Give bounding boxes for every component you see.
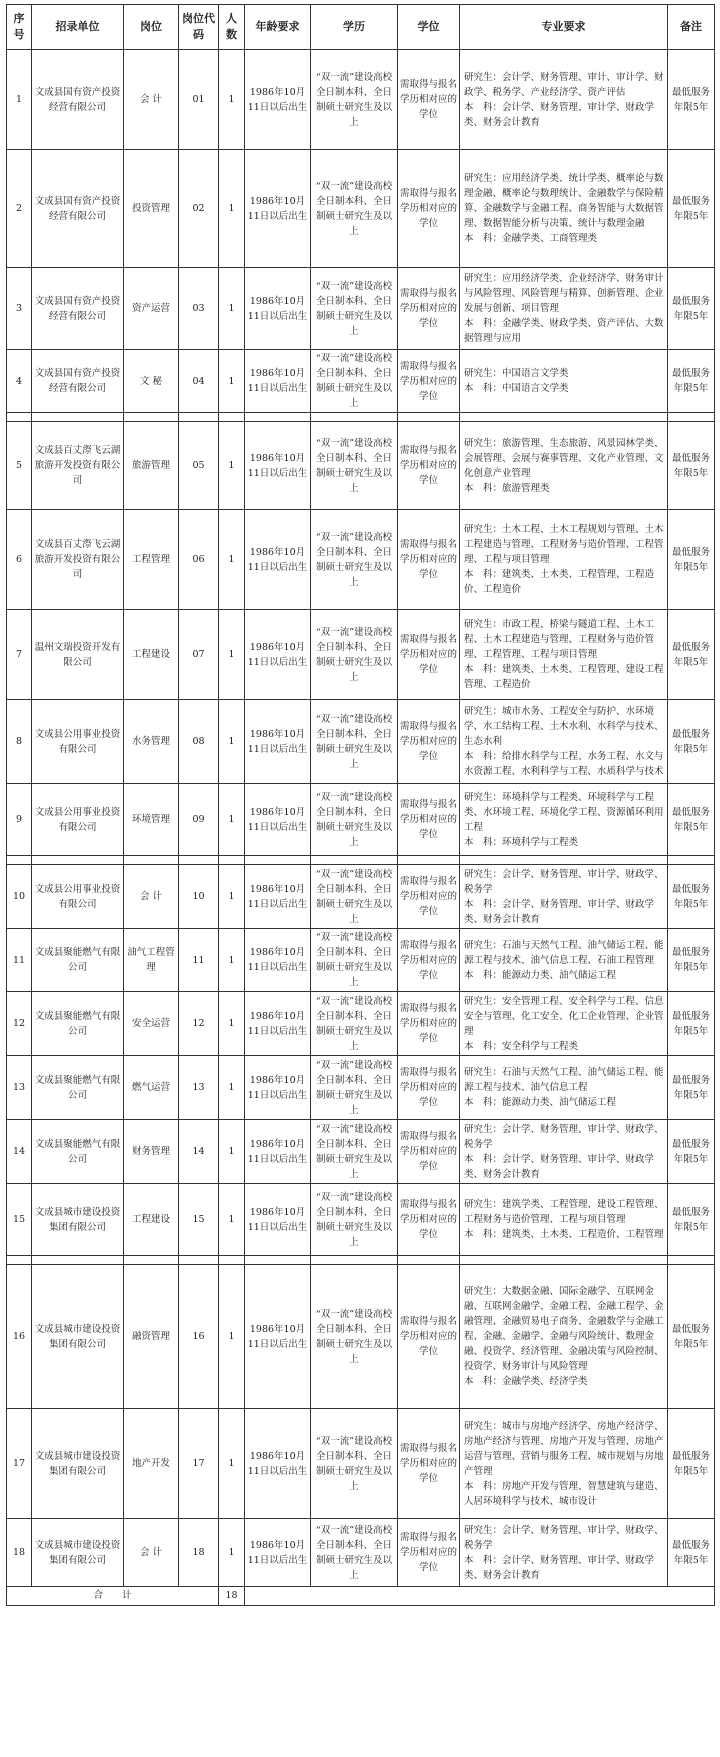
major-line: 本 科：会计学、财务管理、审计学、财政学类、财务会计教育 <box>464 898 655 925</box>
count-cell: 1 <box>219 268 245 350</box>
count-cell: 1 <box>219 422 245 510</box>
seq-cell: 18 <box>7 1519 32 1587</box>
degree-cell: 需取得与报名学历相对应的学位 <box>398 1184 460 1256</box>
degree-cell: 需取得与报名学历相对应的学位 <box>398 1120 460 1184</box>
code-cell: 16 <box>179 1265 219 1409</box>
unit-cell: 文成县聚能燃气有限公司 <box>32 1056 124 1120</box>
code-cell: 05 <box>179 422 219 510</box>
degree-cell: 需取得与报名学历相对应的学位 <box>398 700 460 784</box>
seq-cell: 6 <box>7 510 32 610</box>
major-line: 研究生：土木工程、土木工程规划与管理、土木工程建造与管理、工程财务与造价管理、工程管理、工程与项目管理 <box>464 524 664 565</box>
table-row <box>7 50 715 150</box>
post-cell: 财务管理 <box>124 1120 179 1184</box>
seq-cell: 1 <box>7 50 32 150</box>
unit-cell: 文成县国有资产投资经营有限公司 <box>32 50 124 150</box>
table-row <box>7 1120 715 1184</box>
count-cell: 1 <box>219 510 245 610</box>
spacer-row <box>7 1256 715 1265</box>
table-row <box>7 610 715 700</box>
major-line: 研究生：会计学、财务管理、审计、审计学、财政学、税务学、产业经济学、资产评估 <box>464 71 664 98</box>
code-cell: 10 <box>179 865 219 929</box>
table-row <box>7 784 715 856</box>
seq-cell: 13 <box>7 1056 32 1120</box>
unit-cell: 文成县百丈漈飞云湖旅游开发投资有限公司 <box>32 422 124 510</box>
unit-cell: 文成县城市建设投资集团有限公司 <box>32 1519 124 1587</box>
degree-cell: 需取得与报名学历相对应的学位 <box>398 1265 460 1409</box>
total-label: 合 计 <box>7 1587 219 1606</box>
code-cell: 07 <box>179 610 219 700</box>
seq-cell: 8 <box>7 700 32 784</box>
major-cell <box>460 1184 668 1256</box>
remark-cell: 最低服务年限5年 <box>668 929 715 992</box>
remark-cell: 最低服务年限5年 <box>668 784 715 856</box>
seq-cell: 16 <box>7 1265 32 1409</box>
edu-cell: “双一流”建设高校全日制本科、全日制硕士研究生及以上 <box>311 1409 398 1519</box>
table-row <box>7 150 715 268</box>
edu-cell: “双一流”建设高校全日制本科、全日制硕士研究生及以上 <box>311 1265 398 1409</box>
seq-cell: 10 <box>7 865 32 929</box>
col-remark: 备注 <box>668 5 715 50</box>
count-cell: 1 <box>219 992 245 1056</box>
count-cell: 1 <box>219 1056 245 1120</box>
table-row <box>7 1056 715 1120</box>
edu-cell: “双一流”建设高校全日制本科、全日制硕士研究生及以上 <box>311 992 398 1056</box>
code-cell: 12 <box>179 992 219 1056</box>
unit-cell: 文成县公用事业投资有限公司 <box>32 865 124 929</box>
edu-cell: “双一流”建设高校全日制本科、全日制硕士研究生及以上 <box>311 510 398 610</box>
unit-cell: 文成县聚能燃气有限公司 <box>32 992 124 1056</box>
edu-cell: “双一流”建设高校全日制本科、全日制硕士研究生及以上 <box>311 422 398 510</box>
count-cell: 1 <box>219 929 245 992</box>
age-cell: 1986年10月11日以后出生 <box>245 422 311 510</box>
seq-cell: 5 <box>7 422 32 510</box>
edu-cell: “双一流”建设高校全日制本科、全日制硕士研究生及以上 <box>311 929 398 992</box>
table-row <box>7 510 715 610</box>
major-cell <box>460 510 668 610</box>
major-line: 本 科：建筑类、土木类、工程管理、工程造价、工程造价 <box>464 569 655 595</box>
edu-cell: “双一流”建设高校全日制本科、全日制硕士研究生及以上 <box>311 1120 398 1184</box>
count-cell: 1 <box>219 350 245 413</box>
edu-cell: “双一流”建设高校全日制本科、全日制硕士研究生及以上 <box>311 150 398 268</box>
total-empty <box>245 1587 715 1606</box>
table-row <box>7 268 715 350</box>
degree-cell: 需取得与报名学历相对应的学位 <box>398 510 460 610</box>
age-cell: 1986年10月11日以后出生 <box>245 50 311 150</box>
degree-cell: 需取得与报名学历相对应的学位 <box>398 422 460 510</box>
edu-cell: “双一流”建设高校全日制本科、全日制硕士研究生及以上 <box>311 268 398 350</box>
degree-cell: 需取得与报名学历相对应的学位 <box>398 865 460 929</box>
degree-cell: 需取得与报名学历相对应的学位 <box>398 350 460 413</box>
post-cell: 会 计 <box>124 50 179 150</box>
major-line: 研究生：会计学、财务管理、审计学、财政学、税务学 <box>464 868 664 895</box>
major-line: 本 科：金融学类、经济学类 <box>464 1376 588 1387</box>
major-line: 研究生：石油与天然气工程、油气储运工程、能源工程与技术、油气信息工程 <box>464 1067 664 1093</box>
remark-cell: 最低服务年限5年 <box>668 1120 715 1184</box>
post-cell: 地产开发 <box>124 1409 179 1519</box>
col-edu: 学历 <box>311 5 398 50</box>
degree-cell: 需取得与报名学历相对应的学位 <box>398 784 460 856</box>
degree-cell: 需取得与报名学历相对应的学位 <box>398 1056 460 1120</box>
code-cell: 11 <box>179 929 219 992</box>
table-row <box>7 1184 715 1256</box>
code-cell: 01 <box>179 50 219 150</box>
major-line: 研究生：石油与天然气工程、油气储运工程、能源工程与技术、油气信息工程、石油工程管理 <box>464 939 664 966</box>
spacer-row <box>7 413 715 422</box>
degree-cell: 需取得与报名学历相对应的学位 <box>398 50 460 150</box>
age-cell: 1986年10月11日以后出生 <box>245 865 311 929</box>
major-cell <box>460 1265 668 1409</box>
major-line: 本 科：会计学、财务管理、审计学、财政学类、财务会计教育 <box>464 1153 655 1180</box>
edu-cell: “双一流”建设高校全日制本科、全日制硕士研究生及以上 <box>311 784 398 856</box>
remark-cell: 最低服务年限5年 <box>668 1265 715 1409</box>
table-row <box>7 929 715 992</box>
post-cell: 安全运营 <box>124 992 179 1056</box>
major-line: 研究生：安全管理工程、安全科学与工程、信息安全与管理、化工安全、化工企业管理、企业管理 <box>464 995 664 1037</box>
post-cell: 工程建设 <box>124 610 179 700</box>
seq-cell: 4 <box>7 350 32 413</box>
table-row <box>7 992 715 1056</box>
seq-cell: 17 <box>7 1409 32 1519</box>
seq-cell: 15 <box>7 1184 32 1256</box>
major-cell <box>460 1120 668 1184</box>
degree-cell: 需取得与报名学历相对应的学位 <box>398 1409 460 1519</box>
major-line: 研究生：会计学、财务管理、审计学、财政学、税务学 <box>464 1123 664 1150</box>
major-line: 本 科：能源动力类、油气储运工程 <box>464 1097 617 1108</box>
unit-cell: 文成县城市建设投资集团有限公司 <box>32 1184 124 1256</box>
table-row <box>7 1265 715 1409</box>
age-cell: 1986年10月11日以后出生 <box>245 1409 311 1519</box>
age-cell: 1986年10月11日以后出生 <box>245 1184 311 1256</box>
seq-cell: 11 <box>7 929 32 992</box>
age-cell: 1986年10月11日以后出生 <box>245 610 311 700</box>
unit-cell: 文成县百丈漈飞云湖旅游开发投资有限公司 <box>32 510 124 610</box>
major-line: 本 科：建筑类、土木类、工程管理、建设工程管理、工程造价 <box>464 664 664 690</box>
table-row <box>7 865 715 929</box>
remark-cell: 最低服务年限5年 <box>668 350 715 413</box>
remark-cell: 最低服务年限5年 <box>668 992 715 1056</box>
major-line: 本 科：金融学类、工商管理类 <box>464 233 598 244</box>
count-cell: 1 <box>219 1120 245 1184</box>
seq-cell: 12 <box>7 992 32 1056</box>
post-cell: 工程管理 <box>124 510 179 610</box>
code-cell: 02 <box>179 150 219 268</box>
remark-cell: 最低服务年限5年 <box>668 150 715 268</box>
age-cell: 1986年10月11日以后出生 <box>245 700 311 784</box>
col-seq: 序号 <box>7 5 32 50</box>
count-cell: 1 <box>219 610 245 700</box>
major-line: 研究生：城市水务、工程安全与防护、水环境学、水工结构工程、土木水利、水科学与技术、生态水利 <box>464 706 664 747</box>
col-post: 岗位 <box>124 5 179 50</box>
remark-cell: 最低服务年限5年 <box>668 510 715 610</box>
recruitment-table <box>6 4 715 1606</box>
unit-cell: 文成县国有资产投资经营有限公司 <box>32 150 124 268</box>
code-cell: 18 <box>179 1519 219 1587</box>
post-cell: 会 计 <box>124 1519 179 1587</box>
post-cell: 资产运营 <box>124 268 179 350</box>
post-cell: 水务管理 <box>124 700 179 784</box>
age-cell: 1986年10月11日以后出生 <box>245 1519 311 1587</box>
age-cell: 1986年10月11日以后出生 <box>245 929 311 992</box>
major-line: 本 科：环境科学与工程类 <box>464 836 579 848</box>
edu-cell: “双一流”建设高校全日制本科、全日制硕士研究生及以上 <box>311 1184 398 1256</box>
major-line: 研究生：应用经济学类、企业经济学、财务审计与风险管理、风险管理与精算、创新管理、企业发展与创新、项目管理 <box>464 273 664 314</box>
major-line: 研究生：建筑学类、工程管理、建设工程管理、工程财务与造价管理、工程与项目管理 <box>464 1199 664 1225</box>
major-cell <box>460 1056 668 1120</box>
unit-cell: 文成县国有资产投资经营有限公司 <box>32 350 124 413</box>
major-cell <box>460 784 668 856</box>
major-line: 研究生：市政工程、桥梁与隧道工程、土木工程、土木工程建造与管理、工程财务与造价管理、工程管理、工程与项目管理 <box>464 619 655 660</box>
major-line: 本 科：会计学、财务管理、审计学、财政学类、财务会计教育 <box>464 1554 655 1581</box>
edu-cell: “双一流”建设高校全日制本科、全日制硕士研究生及以上 <box>311 1519 398 1587</box>
code-cell: 09 <box>179 784 219 856</box>
col-count: 人数 <box>219 5 245 50</box>
edu-cell: “双一流”建设高校全日制本科、全日制硕士研究生及以上 <box>311 865 398 929</box>
major-cell <box>460 268 668 350</box>
table-row <box>7 422 715 510</box>
major-cell <box>460 422 668 510</box>
major-line: 研究生：中国语言文学类 <box>464 368 569 379</box>
total-row <box>7 1587 715 1606</box>
col-age: 年龄要求 <box>245 5 311 50</box>
degree-cell: 需取得与报名学历相对应的学位 <box>398 268 460 350</box>
age-cell: 1986年10月11日以后出生 <box>245 1120 311 1184</box>
remark-cell: 最低服务年限5年 <box>668 422 715 510</box>
table-row <box>7 1409 715 1519</box>
age-cell: 1986年10月11日以后出生 <box>245 1265 311 1409</box>
count-cell: 1 <box>219 1265 245 1409</box>
count-cell: 1 <box>219 784 245 856</box>
remark-cell: 最低服务年限5年 <box>668 1184 715 1256</box>
seq-cell: 2 <box>7 150 32 268</box>
age-cell: 1986年10月11日以后出生 <box>245 992 311 1056</box>
edu-cell: “双一流”建设高校全日制本科、全日制硕士研究生及以上 <box>311 50 398 150</box>
major-line: 本 科：建筑类、土木类、工程造价、工程管理 <box>464 1229 664 1240</box>
table-row <box>7 1519 715 1587</box>
edu-cell: “双一流”建设高校全日制本科、全日制硕士研究生及以上 <box>311 1056 398 1120</box>
post-cell: 旅游管理 <box>124 422 179 510</box>
age-cell: 1986年10月11日以后出生 <box>245 510 311 610</box>
post-cell: 会 计 <box>124 865 179 929</box>
major-line: 研究生：旅游管理、生态旅游、风景园林学类、会展管理、会展与赛事管理、文化产业管理、文化创意产业管理 <box>464 437 664 479</box>
table-row <box>7 700 715 784</box>
col-code: 岗位代码 <box>179 5 219 50</box>
major-line: 本 科：能源动力类、油气储运工程 <box>464 969 617 981</box>
major-cell <box>460 1519 668 1587</box>
degree-cell: 需取得与报名学历相对应的学位 <box>398 150 460 268</box>
major-line: 本 科：金融学类、财政学类、资产评估、大数据管理与应用 <box>464 318 664 344</box>
col-unit: 招录单位 <box>32 5 124 50</box>
unit-cell: 温州文瑞投资开发有限公司 <box>32 610 124 700</box>
code-cell: 06 <box>179 510 219 610</box>
major-cell <box>460 1409 668 1519</box>
code-cell: 14 <box>179 1120 219 1184</box>
age-cell: 1986年10月11日以后出生 <box>245 150 311 268</box>
remark-cell: 最低服务年限5年 <box>668 268 715 350</box>
seq-cell: 14 <box>7 1120 32 1184</box>
major-line: 研究生：会计学、财务管理、审计学、财政学、税务学 <box>464 1524 664 1551</box>
major-line: 本 科：给排水科学与工程、水务工程、水文与水资源工程、水利科学与工程、水质科学与技术 <box>464 751 664 777</box>
remark-cell: 最低服务年限5年 <box>668 50 715 150</box>
post-cell: 投资管理 <box>124 150 179 268</box>
seq-cell: 9 <box>7 784 32 856</box>
age-cell: 1986年10月11日以后出生 <box>245 268 311 350</box>
major-line: 研究生：环境科学与工程类、环境科学与工程类、水环境工程、环境化学工程、资源循环利用工程 <box>464 791 664 833</box>
major-line: 本 科：旅游管理类 <box>464 482 550 494</box>
count-cell: 1 <box>219 700 245 784</box>
header-row <box>7 5 715 50</box>
major-line: 研究生：应用经济学类、统计学类、概率论与数理金融、概率论与数理统计、金融数学与保险精算、金融数学与金融工程、商务智能与大数据管理、数据智能分析与决策、统计与数理金融 <box>464 173 664 229</box>
post-cell: 环境管理 <box>124 784 179 856</box>
remark-cell: 最低服务年限5年 <box>668 865 715 929</box>
major-line: 本 科：会计学、财务管理、审计学、财政学类、财务会计教育 <box>464 101 655 128</box>
col-major: 专业要求 <box>460 5 668 50</box>
seq-cell: 3 <box>7 268 32 350</box>
count-cell: 1 <box>219 150 245 268</box>
table-row <box>7 350 715 413</box>
post-cell: 油气工程管理 <box>124 929 179 992</box>
count-cell: 1 <box>219 1409 245 1519</box>
age-cell: 1986年10月11日以后出生 <box>245 350 311 413</box>
unit-cell: 文成县公用事业投资有限公司 <box>32 784 124 856</box>
age-cell: 1986年10月11日以后出生 <box>245 784 311 856</box>
count-cell: 1 <box>219 1519 245 1587</box>
code-cell: 15 <box>179 1184 219 1256</box>
edu-cell: “双一流”建设高校全日制本科、全日制硕士研究生及以上 <box>311 610 398 700</box>
total-count: 18 <box>219 1587 245 1606</box>
remark-cell: 最低服务年限5年 <box>668 610 715 700</box>
edu-cell: “双一流”建设高校全日制本科、全日制硕士研究生及以上 <box>311 350 398 413</box>
count-cell: 1 <box>219 1184 245 1256</box>
spacer-row <box>7 856 715 865</box>
col-degree: 学位 <box>398 5 460 50</box>
post-cell: 文 秘 <box>124 350 179 413</box>
seq-cell: 7 <box>7 610 32 700</box>
major-cell <box>460 350 668 413</box>
post-cell: 工程建设 <box>124 1184 179 1256</box>
major-cell <box>460 700 668 784</box>
post-cell: 融资管理 <box>124 1265 179 1409</box>
count-cell: 1 <box>219 50 245 150</box>
unit-cell: 文成县聚能燃气有限公司 <box>32 1120 124 1184</box>
major-cell <box>460 865 668 929</box>
age-cell: 1986年10月11日以后出生 <box>245 1056 311 1120</box>
code-cell: 03 <box>179 268 219 350</box>
degree-cell: 需取得与报名学历相对应的学位 <box>398 929 460 992</box>
unit-cell: 文成县聚能燃气有限公司 <box>32 929 124 992</box>
unit-cell: 文成县公用事业投资有限公司 <box>32 700 124 784</box>
degree-cell: 需取得与报名学历相对应的学位 <box>398 610 460 700</box>
remark-cell: 最低服务年限5年 <box>668 1519 715 1587</box>
major-cell <box>460 929 668 992</box>
edu-cell: “双一流”建设高校全日制本科、全日制硕士研究生及以上 <box>311 700 398 784</box>
count-cell: 1 <box>219 865 245 929</box>
major-line: 研究生：大数据金融、国际金融学、互联网金融、互联网金融学、金融工程、金融工程学、金融管理、金融贸易电子商务、金融数学与金融工程、金融、金融学、金融与风险统计、数理金融、投资学、经济管理、金融决策与风险控制、投资学、财务审计与风险管理 <box>464 1286 664 1372</box>
code-cell: 04 <box>179 350 219 413</box>
degree-cell: 需取得与报名学历相对应的学位 <box>398 1519 460 1587</box>
unit-cell: 文成县城市建设投资集团有限公司 <box>32 1265 124 1409</box>
remark-cell: 最低服务年限5年 <box>668 700 715 784</box>
major-cell <box>460 992 668 1056</box>
code-cell: 13 <box>179 1056 219 1120</box>
major-line: 本 科：房地产开发与管理、智慧建筑与建造、人居环境科学与技术、城市设计 <box>464 1480 664 1507</box>
unit-cell: 文成县城市建设投资集团有限公司 <box>32 1409 124 1519</box>
major-cell <box>460 610 668 700</box>
major-line: 本 科：中国语言文学类 <box>464 383 569 394</box>
post-cell: 燃气运营 <box>124 1056 179 1120</box>
code-cell: 08 <box>179 700 219 784</box>
table-body <box>7 50 715 1606</box>
remark-cell: 最低服务年限5年 <box>668 1056 715 1120</box>
major-cell <box>460 50 668 150</box>
remark-cell: 最低服务年限5年 <box>668 1409 715 1519</box>
major-cell <box>460 150 668 268</box>
major-line: 研究生：城市与房地产经济学、房地产经济学、房地产经济与管理、房地产开发与管理、房地产运营与管理、营销与服务工程、城市规划与房地产管理 <box>464 1420 664 1477</box>
code-cell: 17 <box>179 1409 219 1519</box>
unit-cell: 文成县国有资产投资经营有限公司 <box>32 268 124 350</box>
degree-cell: 需取得与报名学历相对应的学位 <box>398 992 460 1056</box>
major-line: 本 科：安全科学与工程类 <box>464 1040 579 1052</box>
